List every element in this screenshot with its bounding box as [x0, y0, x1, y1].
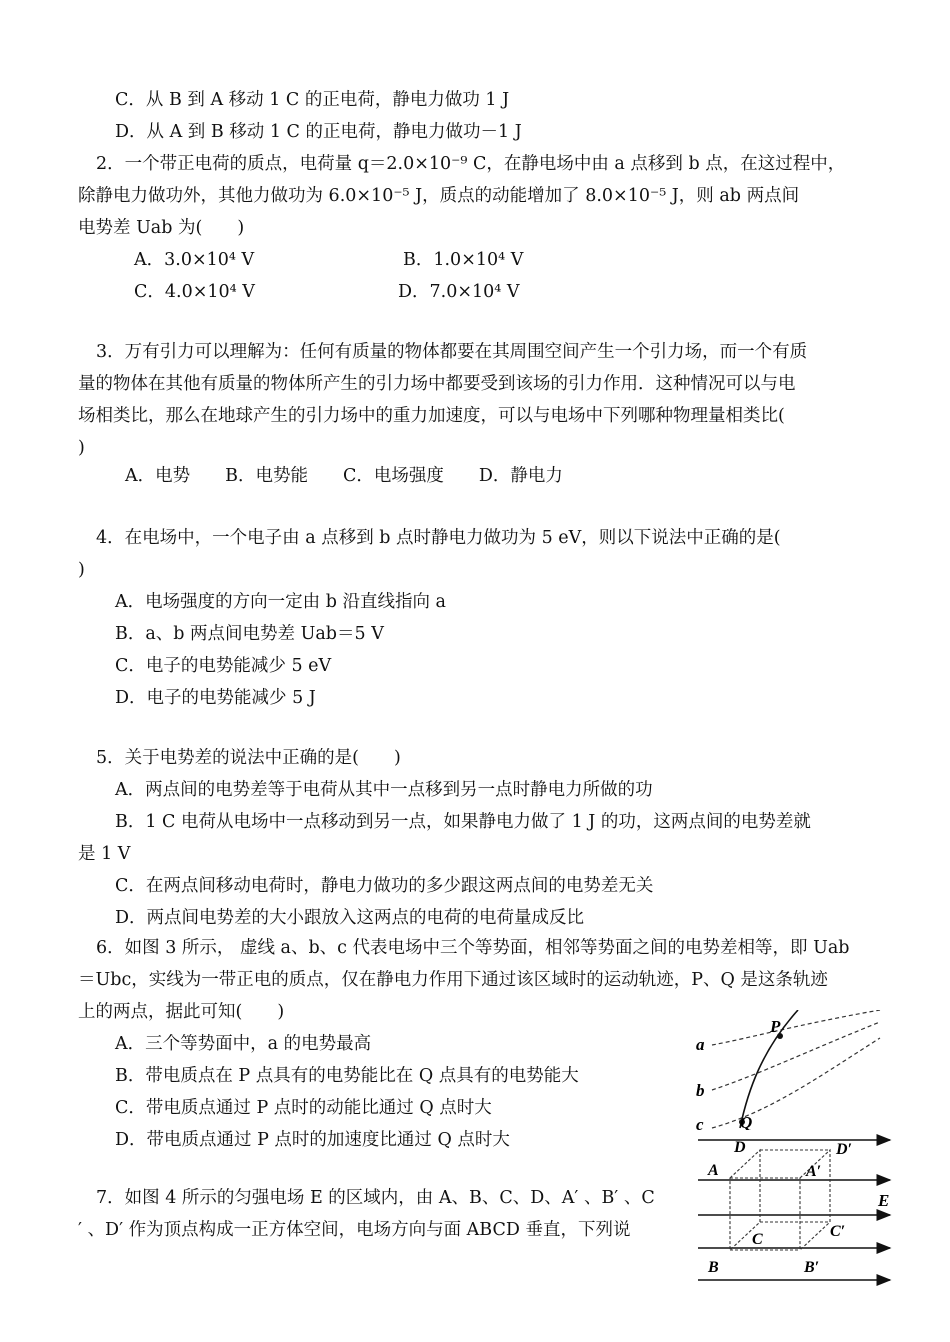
- label-q: Q: [740, 1113, 753, 1130]
- q2-option-b: B．1.0×10⁴ V: [403, 250, 524, 270]
- label-a: a: [696, 1035, 705, 1054]
- q3-stem-2: 量的物体在其他有质量的物体所产生的引力场中都要受到该场的引力作用．这种情况可以与电: [78, 374, 796, 394]
- q2-option-d: D．7.0×10⁴ V: [398, 282, 520, 302]
- q6-option-a: A．三个等势面中，a 的电势最高: [115, 1034, 372, 1054]
- q4-option-b: B．a、b 两点间电势差 Uab＝5 V: [115, 624, 384, 644]
- figure-4-cube-field: [690, 1130, 900, 1290]
- q6-option-d: D．带电质点通过 P 点时的加速度比通过 Q 点时大: [115, 1130, 510, 1150]
- q2-stem-3: 电势差 Uab 为( ): [78, 218, 245, 238]
- q5-stem: 5．关于电势差的说法中正确的是( ): [96, 748, 401, 768]
- equipotential-line-a: [712, 1010, 880, 1045]
- q7-stem-1: 7．如图 4 所示的匀强电场 E 的区域内，由 A、B、C、D、A′ 、B′ 、C: [96, 1188, 655, 1208]
- label-b-prime: B′: [804, 1259, 820, 1276]
- label-c-prime: C′: [830, 1223, 846, 1240]
- q6-stem-1: 6．如图 3 所示， 虚线 a、b、c 代表电场中三个等势面，相邻等势面之间的电势差相等，即 Uab: [96, 938, 850, 958]
- q2-option-a: A．3.0×10⁴ V: [134, 250, 255, 270]
- q2-stem-1: 2．一个带正电荷的质点，电荷量 q＝2.0×10⁻⁹ C，在静电场中由 a 点移到 b 点，在这过程中，: [96, 154, 846, 174]
- equipotential-line-c: [712, 1038, 880, 1128]
- q4-option-a: A．电场强度的方向一定由 b 沿直线指向 a: [115, 592, 446, 612]
- q6-stem-3: 上的两点，据此可知( ): [78, 1002, 285, 1022]
- q4-stem-2: ): [78, 560, 85, 580]
- q3-stem-4: ): [78, 438, 85, 458]
- q7-stem-2: ′ 、D′ 作为顶点构成一正方体空间，电场方向与面 ABCD 垂直，下列说: [78, 1220, 631, 1240]
- q5-option-c: C．在两点间移动电荷时，静电力做功的多少跟这两点间的电势差无关: [115, 876, 654, 896]
- q5-option-d: D．两点间电势差的大小跟放入这两点的电荷的电荷量成反比: [115, 908, 585, 928]
- q2-stem-2: 除静电力做功外，其他力做功为 6.0×10⁻⁵ J，质点的动能增加了 8.0×10⁻⁵ J，则 ab 两点间: [78, 186, 800, 206]
- q3-options: A．电势 B．电势能 C．电场强度 D．静电力: [125, 466, 563, 486]
- line-option-d: D．从 A 到 B 移动 1 C 的正电荷，静电力做功－1 J: [115, 122, 522, 142]
- q4-option-c: C．电子的电势能减少 5 eV: [115, 656, 332, 676]
- q6-option-b: B．带电质点在 P 点具有的电势能比在 Q 点具有的电势能大: [115, 1066, 579, 1086]
- label-d: D: [734, 1139, 746, 1156]
- q6-option-c: C．带电质点通过 P 点时的动能比通过 Q 点时大: [115, 1098, 492, 1118]
- label-a-prime: A′: [806, 1163, 822, 1180]
- q2-option-c: C．4.0×10⁴ V: [134, 282, 255, 302]
- label-b-vertex: B: [708, 1259, 719, 1276]
- q5-option-b-1: B．1 C 电荷从电场中一点移动到另一点，如果静电力做了 1 J 的功，这两点间的电势差就: [115, 812, 811, 832]
- q5-option-a: A．两点间的电势差等于电荷从其中一点移到另一点时静电力所做的功: [115, 780, 653, 800]
- q4-option-d: D．电子的电势能减少 5 J: [115, 688, 316, 708]
- label-p: P: [770, 1017, 781, 1036]
- label-e: E: [878, 1191, 890, 1210]
- label-b: b: [696, 1081, 705, 1100]
- label-c: c: [696, 1115, 704, 1130]
- q3-stem-3: 场相类比，那么在地球产生的引力场中的重力加速度，可以与电场中下列哪种物理量相类比(: [78, 406, 785, 426]
- q6-stem-2: ＝Ubc，实线为一带正电的质点，仅在静电力作用下通过该区域时的运动轨迹，P、Q 是这条轨迹: [78, 970, 828, 990]
- q3-stem-1: 3．万有引力可以理解为：任何有质量的物体都要在其周围空间产生一个引力场，而一个有质: [96, 342, 808, 362]
- label-a-vertex: A: [708, 1162, 719, 1179]
- q5-option-b-2: 是 1 V: [78, 844, 131, 864]
- label-d-prime: D′: [836, 1141, 853, 1158]
- equipotential-line-b: [712, 1022, 880, 1090]
- figure-3-equipotential: [690, 1010, 890, 1130]
- q4-stem-1: 4．在电场中，一个电子由 a 点移到 b 点时静电力做功为 5 eV，则以下说法中正确的是(: [96, 528, 781, 548]
- label-c-vertex: C: [752, 1231, 763, 1248]
- line-option-c: C．从 B 到 A 移动 1 C 的正电荷，静电力做功 1 J: [115, 90, 510, 110]
